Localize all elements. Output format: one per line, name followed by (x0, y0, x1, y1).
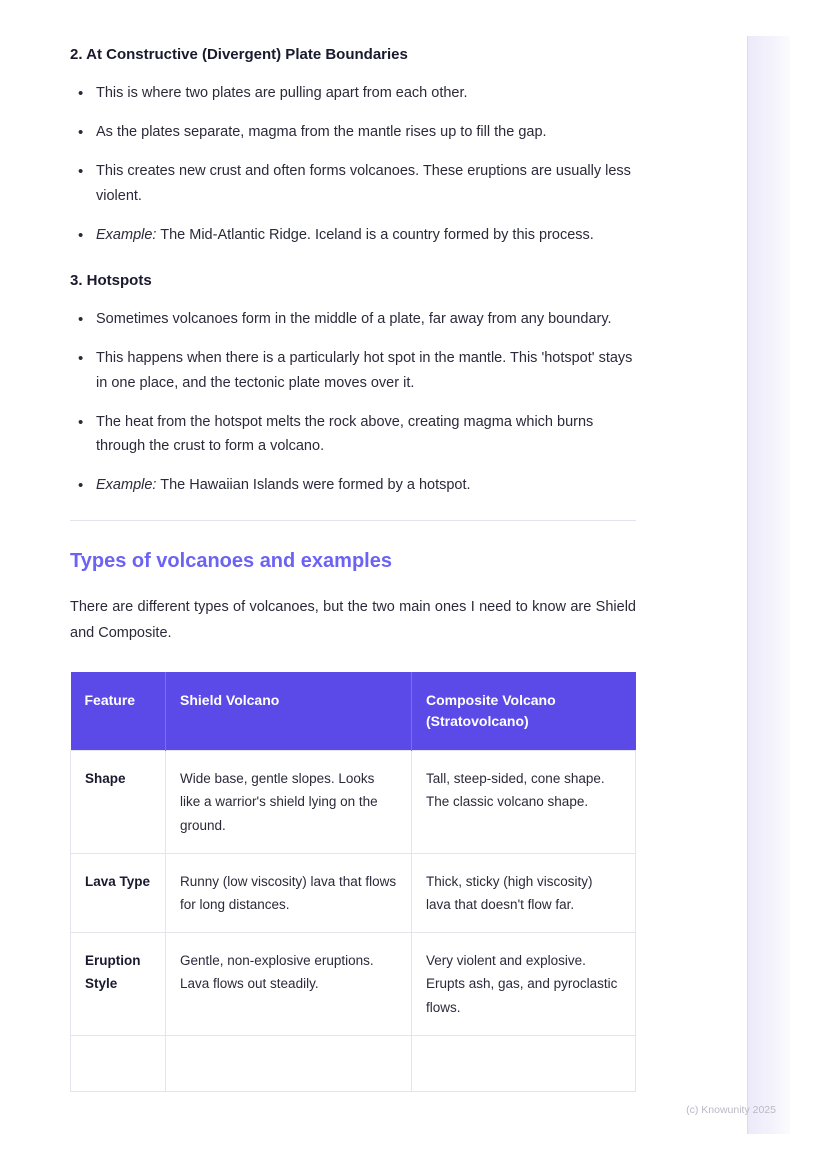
list-item (70, 81, 636, 106)
table-row (71, 933, 636, 1036)
list-item (70, 410, 636, 460)
bullet-text: This creates new crust and often forms volcanoes. These eruptions are usually less violent. (96, 162, 631, 204)
bullet-text: Sometimes volcanoes form in the middle of a plate, far away from any boundary. (96, 310, 612, 327)
row-label-shape: Shape (71, 751, 166, 854)
row-label-partial (71, 1035, 166, 1091)
bullet-text: The Hawaiian Islands were formed by a hotspot. (160, 477, 471, 494)
intro-paragraph: There are different types of volcanoes, but the two main ones I need to know are Shield and Composite. (70, 599, 636, 641)
scrollbar-track[interactable] (748, 36, 790, 1134)
bullet-text: The Mid-Atlantic Ridge. Iceland is a country formed by this process. (160, 226, 594, 243)
cell-composite-lava: Thick, sticky (high viscosity) lava that doesn't flow far. (412, 853, 636, 932)
section-heading-hotspots: 3. Hotspots (70, 271, 152, 289)
bullet-list-constructive (70, 81, 636, 248)
table-header (71, 672, 636, 751)
cell-shield-shape: Wide base, gentle slopes. Looks like a warrior's shield lying on the ground. (166, 751, 412, 854)
bullet-text: As the plates separate, magma from the mantle rises up to fill the gap. (96, 123, 547, 140)
row-label-lava-type: Lava Type (71, 853, 166, 932)
table-row (71, 751, 636, 854)
list-item (70, 223, 636, 248)
row-label-eruption-style: Eruption Style (71, 933, 166, 1036)
table-row (71, 853, 636, 932)
list-item (70, 473, 636, 498)
document-content (70, 30, 636, 1092)
column-header-feature: Feature (71, 672, 166, 751)
cell-shield-eruption: Gentle, non-explosive eruptions. Lava flows out steadily. (166, 933, 412, 1036)
section-divider (70, 520, 636, 521)
cell-composite-eruption: Very violent and explosive. Erupts ash, gas, and pyroclastic flows. (412, 933, 636, 1036)
cell-shield-partial (166, 1035, 412, 1091)
bullet-text: The heat from the hotspot melts the rock above, creating magma which burns through the crust to form a volcano. (96, 413, 594, 455)
page-title-types-of-volcanoes: Types of volcanoes and examples (70, 550, 392, 573)
column-header-composite: Composite Volcano (Stratovolcano) (412, 672, 636, 751)
list-item (70, 307, 636, 332)
list-item (70, 120, 636, 145)
bullet-list-hotspots (70, 307, 636, 499)
section-heading-constructive: 2. At Constructive (Divergent) Plate Boundaries (70, 46, 408, 63)
list-item (70, 159, 636, 209)
list-item (70, 346, 636, 396)
example-label: Example: (96, 226, 157, 243)
volcano-comparison-table (70, 672, 636, 1092)
cell-composite-shape: Tall, steep-sided, cone shape. The classic volcano shape. (412, 751, 636, 854)
table-row (71, 1035, 636, 1091)
table-header-row (71, 672, 636, 751)
bullet-text: This happens when there is a particularly hot spot in the mantle. This 'hotspot' stays in one place, and the tectonic plate moves over it. (96, 349, 633, 391)
table-body (71, 751, 636, 1092)
example-label: Example: (96, 477, 157, 494)
copyright-notice: (c) Knowunity 2025 (686, 1104, 776, 1116)
column-header-shield: Shield Volcano (166, 672, 412, 751)
bullet-text: This is where two plates are pulling apart from each other. (96, 85, 468, 101)
cell-shield-lava: Runny (low viscosity) lava that flows for long distances. (166, 853, 412, 932)
cell-composite-partial (412, 1035, 636, 1091)
